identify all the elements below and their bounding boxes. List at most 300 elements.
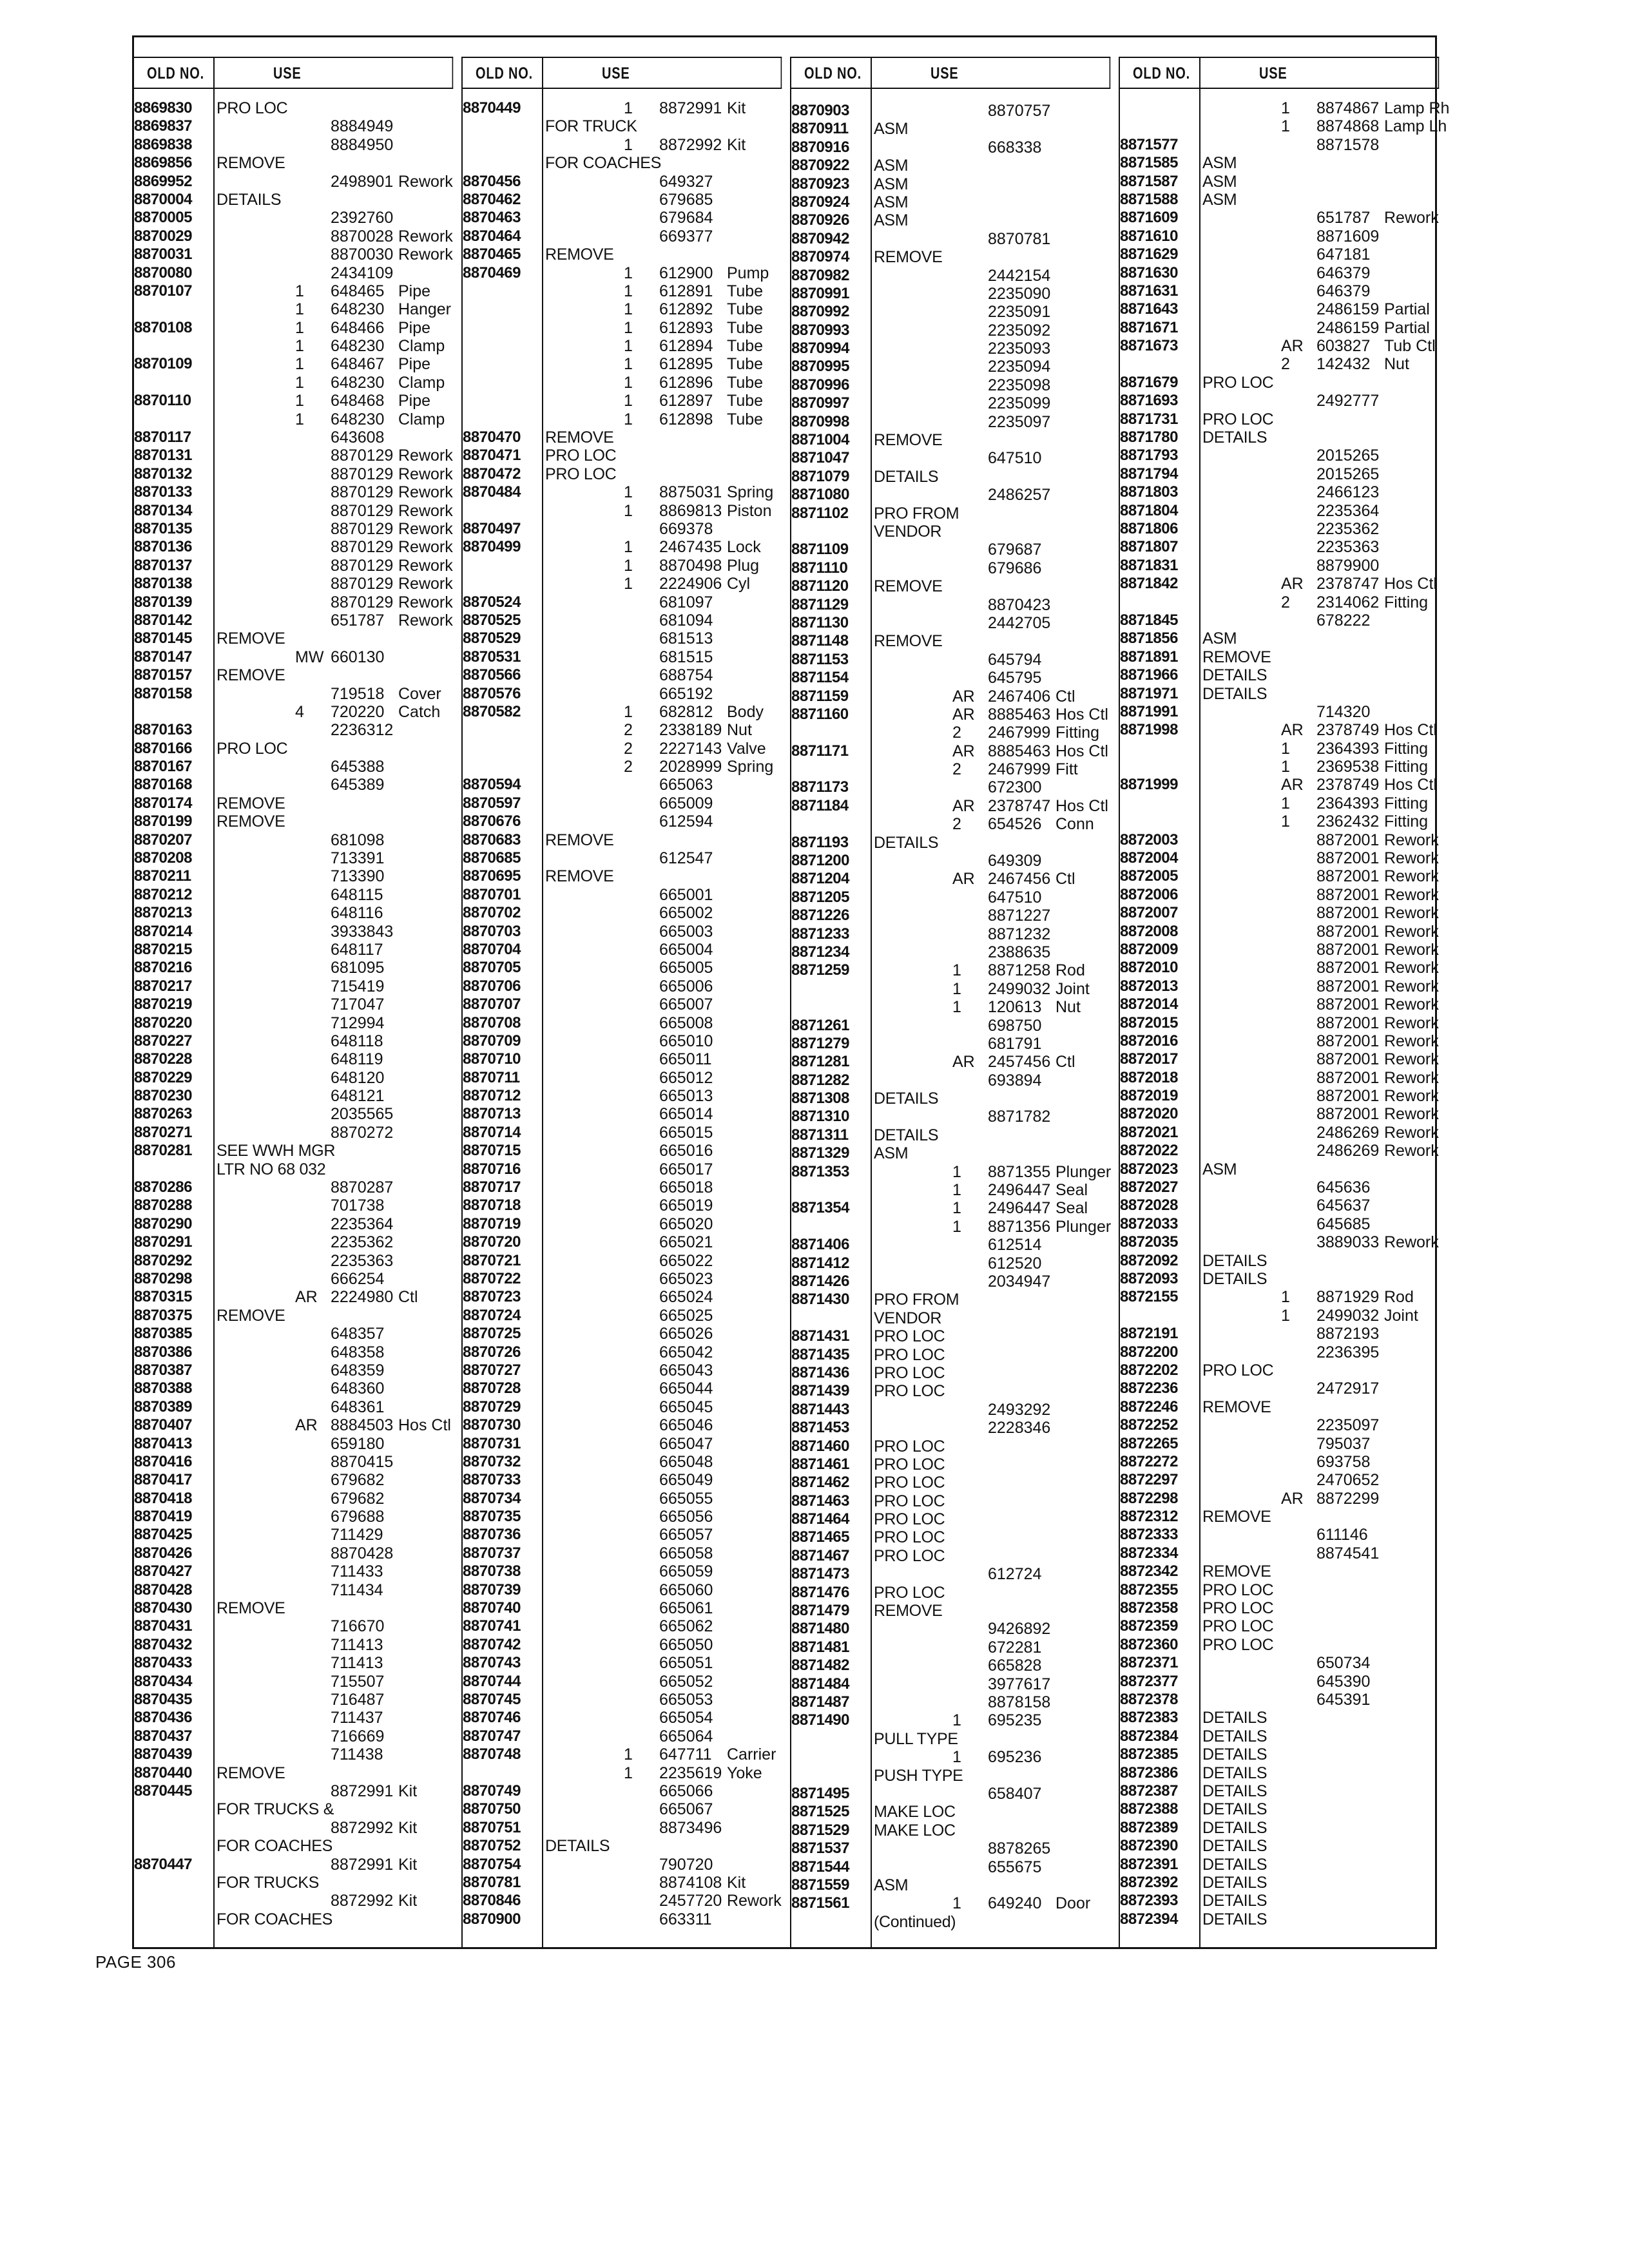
old-part-number: 8871991	[1120, 702, 1178, 720]
table-row	[463, 1764, 782, 1782]
old-part-number: 8870732	[463, 1452, 521, 1470]
table-row	[1120, 1014, 1439, 1032]
old-part-number: 8870742	[463, 1635, 521, 1653]
use-text: PRO LOC	[874, 1492, 945, 1510]
table-row	[134, 923, 453, 941]
old-part-number: 8871406	[791, 1236, 849, 1254]
old-part-number: 8870214	[134, 922, 192, 940]
new-part-number: 665064	[659, 1727, 713, 1745]
table-row	[791, 1693, 1110, 1711]
table-row	[791, 1821, 1110, 1840]
new-part-number: 665828	[988, 1657, 1042, 1675]
new-part-number: 688754	[659, 666, 713, 685]
new-part-number: 120613	[988, 998, 1042, 1017]
old-part-number: 8871329	[791, 1144, 849, 1162]
old-part-number: 8870029	[134, 227, 192, 245]
use-text: REMOVE	[217, 1599, 285, 1618]
table-row	[1120, 1069, 1439, 1087]
header-use: USE	[273, 64, 302, 82]
old-part-number: 8871577	[1120, 135, 1178, 153]
table-row	[791, 1163, 1110, 1181]
table-row	[134, 1032, 453, 1050]
table-row	[463, 282, 782, 300]
old-part-number: 8871153	[791, 650, 849, 668]
old-part-number: 8871184	[791, 796, 849, 814]
new-part-number: 2467999	[988, 760, 1051, 779]
old-part-number: 8870220	[134, 1014, 192, 1032]
table-row	[134, 1215, 453, 1233]
column-rows	[1120, 99, 1450, 1947]
old-part-number: 8871464	[791, 1510, 849, 1528]
old-part-number: 8872252	[1120, 1416, 1178, 1434]
old-part-number: 8871110	[791, 559, 848, 577]
new-part-number: 8872001	[1316, 1087, 1380, 1106]
new-part-number: 8870129	[331, 483, 394, 502]
new-part-number: 651787	[331, 611, 385, 629]
table-row	[463, 1288, 782, 1306]
part-description: Rework	[1384, 1105, 1439, 1124]
table-row	[134, 410, 453, 428]
use-text: PRO LOC	[874, 1363, 945, 1382]
old-part-number: 8871793	[1120, 447, 1178, 465]
table-row	[463, 1508, 782, 1526]
quantity: 1	[952, 1711, 961, 1730]
part-description: Cyl	[727, 575, 751, 593]
table-row	[134, 1654, 453, 1672]
new-part-number: 8872001	[1316, 959, 1380, 977]
table-row	[463, 740, 782, 758]
new-part-number: 665057	[659, 1526, 713, 1544]
old-part-number: 8872333	[1120, 1526, 1178, 1544]
new-part-number: 8871356	[988, 1217, 1051, 1236]
table-row	[463, 1050, 782, 1068]
new-part-number: 645388	[331, 758, 385, 776]
table-row	[1120, 502, 1439, 520]
use-text: DETAILS	[1202, 1727, 1268, 1745]
use-text: REMOVE	[217, 666, 285, 685]
use-text: PRO LOC	[874, 1583, 945, 1602]
new-part-number: 8870287	[331, 1178, 394, 1197]
new-part-number: 647510	[988, 888, 1042, 907]
new-part-number: 646379	[1316, 264, 1371, 282]
table-row	[791, 706, 1110, 724]
old-part-number: 8871609	[1120, 209, 1178, 227]
table-row	[791, 1419, 1110, 1437]
table-row	[463, 1782, 782, 1800]
old-part-number: 8870739	[463, 1581, 521, 1599]
part-description: Rework	[1384, 959, 1439, 977]
table-row	[1120, 1636, 1439, 1654]
old-part-number: 8871559	[791, 1876, 849, 1894]
table-row	[1120, 1800, 1439, 1818]
new-part-number: 717047	[331, 995, 385, 1014]
table-row	[791, 889, 1110, 907]
use-text: DETAILS	[1202, 1818, 1268, 1837]
part-description: Clamp	[398, 373, 445, 392]
use-text: SEE WWH MGR	[217, 1142, 336, 1160]
part-description: Plunger	[1055, 1217, 1112, 1236]
new-part-number: 2224906	[659, 575, 722, 593]
part-description: Piston	[727, 501, 772, 520]
old-part-number: 8872010	[1120, 959, 1178, 977]
use-text: PRO LOC	[1202, 1581, 1274, 1599]
table-row	[791, 1675, 1110, 1693]
table-row	[791, 431, 1110, 449]
use-text: ASM	[874, 1144, 909, 1163]
old-part-number: 8872019	[1120, 1087, 1178, 1105]
old-part-number: 8870142	[134, 611, 192, 629]
quantity: 1	[295, 373, 304, 392]
new-part-number: 612892	[659, 300, 713, 319]
old-part-number: 8870715	[463, 1142, 521, 1160]
table-row	[463, 648, 782, 666]
old-part-number: 8870713	[463, 1105, 521, 1123]
new-part-number: 8874867	[1316, 99, 1380, 117]
old-part-number: 8870445	[134, 1782, 192, 1800]
old-part-number: 8870425	[134, 1526, 192, 1544]
table-row	[1120, 447, 1439, 465]
table-row	[1120, 1087, 1439, 1105]
new-part-number: 665006	[659, 977, 713, 995]
quantity: 1	[624, 1763, 633, 1782]
old-part-number: 8870375	[134, 1306, 192, 1324]
table-row	[1120, 959, 1439, 977]
table-row	[463, 245, 782, 264]
new-part-number: 648230	[331, 337, 385, 356]
table-row	[791, 1528, 1110, 1546]
new-part-number: 2235091	[988, 303, 1051, 322]
table-row	[134, 648, 453, 666]
old-part-number: 8872035	[1120, 1233, 1178, 1251]
new-part-number: 654526	[988, 815, 1042, 834]
new-part-number: 679685	[659, 190, 713, 209]
old-part-number: 8871780	[1120, 428, 1178, 447]
old-part-number: 8872027	[1120, 1178, 1178, 1196]
new-part-number: 2338189	[659, 721, 722, 740]
new-part-number: 8872193	[1316, 1325, 1380, 1343]
old-part-number: 8871129	[791, 595, 849, 613]
table-row	[134, 1490, 453, 1508]
old-part-number: 8870723	[463, 1288, 521, 1306]
new-part-number: 648466	[331, 318, 385, 337]
old-part-number: 8870997	[791, 394, 849, 412]
table-row	[134, 904, 453, 922]
old-part-number: 8872393	[1120, 1892, 1178, 1910]
new-part-number: 2486159	[1316, 318, 1380, 337]
table-row	[463, 1617, 782, 1635]
new-part-number: 669378	[659, 519, 713, 538]
old-part-number: 8870470	[463, 428, 521, 447]
part-description: Rework	[1384, 885, 1439, 904]
old-part-number: 8872360	[1120, 1635, 1178, 1653]
table-row	[791, 1437, 1110, 1456]
old-part-number: 8870229	[134, 1068, 192, 1086]
old-part-number: 8870417	[134, 1471, 192, 1489]
use-text: DETAILS	[1202, 666, 1268, 685]
use-text: DETAILS	[1202, 1251, 1268, 1270]
old-part-number: 8871431	[791, 1327, 849, 1345]
use-text: REMOVE	[874, 577, 943, 596]
table-row	[791, 1017, 1110, 1035]
old-part-number: 8871426	[791, 1273, 849, 1290]
old-part-number: 8870471	[463, 447, 521, 465]
table-row	[1120, 374, 1439, 392]
table-row	[134, 1892, 453, 1910]
part-description: Tube	[727, 282, 764, 300]
old-part-number: 8872377	[1120, 1672, 1178, 1690]
old-part-number: 8870291	[134, 1233, 192, 1251]
new-part-number: 665010	[659, 1032, 713, 1050]
table-row	[134, 392, 453, 410]
use-text: DETAILS	[1202, 1910, 1268, 1928]
table-row	[134, 1014, 453, 1032]
table-row	[1120, 1233, 1439, 1251]
table-row	[1120, 1160, 1439, 1178]
part-description: Conn	[1055, 815, 1094, 834]
part-description: Hos Ctl	[1384, 721, 1437, 740]
new-part-number: 649240	[988, 1894, 1042, 1913]
table-row	[134, 355, 453, 373]
table-row	[134, 1453, 453, 1471]
quantity: 1	[295, 337, 304, 356]
table-row	[134, 282, 453, 300]
quantity: 1	[624, 410, 633, 428]
table-row	[463, 849, 782, 867]
part-description: Rework	[1384, 940, 1439, 959]
table-row	[791, 230, 1110, 248]
old-part-number: 8871233	[791, 925, 849, 943]
old-part-number: 8872265	[1120, 1434, 1178, 1452]
table-row	[1120, 1178, 1439, 1196]
use-text: REMOVE	[217, 154, 285, 173]
new-part-number: 8870129	[331, 556, 394, 575]
old-part-number: 8872272	[1120, 1452, 1178, 1470]
table-row	[791, 1858, 1110, 1876]
quantity: 1	[952, 1748, 961, 1767]
table-row	[1120, 1196, 1439, 1215]
new-part-number: 682812	[659, 702, 713, 721]
quantity: 1	[952, 961, 961, 980]
old-part-number: 8870720	[463, 1233, 521, 1251]
header-use: USE	[602, 64, 630, 82]
old-part-number: 8871467	[791, 1546, 849, 1564]
table-row	[134, 337, 453, 355]
old-part-number: 8871453	[791, 1419, 849, 1437]
old-part-number: 8872020	[1120, 1105, 1178, 1123]
new-part-number: 8871355	[988, 1162, 1051, 1181]
old-part-number: 8871200	[791, 852, 849, 870]
new-part-number: 612520	[988, 1254, 1042, 1273]
table-row	[1120, 1288, 1439, 1306]
old-part-number: 8871310	[791, 1108, 849, 1126]
new-part-number: 668338	[988, 138, 1042, 157]
table-column	[463, 37, 782, 1947]
new-part-number: 2236312	[331, 721, 394, 740]
table-row	[791, 1748, 1110, 1766]
old-part-number: 8871529	[791, 1821, 849, 1839]
new-part-number: 681094	[659, 611, 713, 629]
part-description: Partial	[1384, 300, 1430, 319]
new-part-number: 8874868	[1316, 117, 1380, 136]
old-part-number: 8870132	[134, 465, 192, 483]
table-row	[791, 852, 1110, 870]
new-part-number: 2378749	[1316, 721, 1380, 740]
table-row	[463, 428, 782, 447]
use-text: DETAILS	[1202, 1892, 1268, 1910]
old-part-number: 8871831	[1120, 556, 1178, 574]
old-part-number: 8872342	[1120, 1562, 1178, 1581]
old-part-number: 8871463	[791, 1492, 849, 1510]
part-description: Joint	[1055, 979, 1090, 998]
old-part-number: 8872093	[1120, 1270, 1178, 1287]
part-description: Rework	[398, 519, 453, 538]
table-row	[134, 1087, 453, 1105]
new-part-number: 716670	[331, 1617, 385, 1636]
table-row	[134, 1105, 453, 1123]
new-part-number: 8884949	[331, 117, 394, 136]
old-part-number: 8870418	[134, 1489, 192, 1507]
old-part-number: 8871845	[1120, 611, 1178, 629]
table-row	[791, 523, 1110, 541]
old-part-number: 8872033	[1120, 1215, 1178, 1233]
table-row	[134, 776, 453, 794]
old-part-number: 8872358	[1120, 1599, 1178, 1617]
new-part-number: 2235093	[988, 340, 1051, 358]
old-part-number: 8870456	[463, 172, 521, 190]
table-row	[134, 1745, 453, 1763]
old-part-number: 8870286	[134, 1178, 192, 1196]
table-row	[134, 1617, 453, 1635]
new-part-number: 665016	[659, 1142, 713, 1160]
old-part-number: 8870207	[134, 831, 192, 849]
old-part-number: 8870117	[134, 428, 191, 447]
new-part-number: 603827	[1316, 337, 1371, 356]
table-row	[463, 1892, 782, 1910]
old-part-number: 8870462	[463, 190, 521, 208]
new-part-number: 8871258	[988, 961, 1051, 980]
part-description: Lamp Rh	[1384, 99, 1450, 117]
part-description: Clamp	[398, 337, 445, 356]
old-part-number: 8870427	[134, 1562, 192, 1581]
old-part-number: 8871465	[791, 1528, 849, 1546]
old-part-number: 8871435	[791, 1345, 849, 1363]
old-part-number: 8870716	[463, 1160, 521, 1178]
quantity: AR	[952, 870, 975, 889]
table-row	[791, 340, 1110, 358]
new-part-number: 665059	[659, 1562, 713, 1581]
part-description: Rod	[1384, 1288, 1414, 1307]
new-part-number: 665045	[659, 1398, 713, 1416]
new-part-number: 2496447	[988, 1181, 1051, 1200]
new-part-number: 665023	[659, 1270, 713, 1288]
use-text: DETAILS	[1202, 1855, 1268, 1874]
use-text: DETAILS	[1202, 684, 1268, 703]
table-column	[134, 37, 453, 1947]
new-part-number: 612514	[988, 1236, 1042, 1254]
old-part-number: 8872008	[1120, 922, 1178, 940]
table-row	[463, 721, 782, 739]
new-part-number: 645637	[1316, 1196, 1371, 1215]
use-text: REMOVE	[874, 248, 943, 267]
old-part-number: 8871490	[791, 1711, 849, 1729]
new-part-number: 612893	[659, 318, 713, 337]
part-description: Kit	[398, 1892, 418, 1910]
use-text: REMOVE	[217, 1306, 285, 1325]
part-description: Spring	[727, 758, 774, 776]
table-row	[1120, 428, 1439, 447]
part-description: Tub Ctl	[1384, 337, 1436, 356]
old-part-number: 8870449	[463, 99, 521, 117]
part-description: Ctl	[398, 1288, 418, 1307]
use-text: REMOVE	[545, 867, 614, 886]
new-part-number: 8871782	[988, 1108, 1051, 1126]
table-row	[463, 1599, 782, 1617]
new-part-number: 648121	[331, 1087, 385, 1106]
new-part-number: 648115	[331, 885, 383, 904]
new-part-number: 8885463	[988, 742, 1051, 760]
new-part-number: 612896	[659, 373, 713, 392]
table-row	[791, 1785, 1110, 1803]
table-row	[463, 1837, 782, 1855]
table-row	[791, 285, 1110, 303]
table-row	[463, 99, 782, 117]
old-part-number: 8870744	[463, 1672, 521, 1690]
new-part-number: 2235097	[1316, 1416, 1380, 1435]
new-part-number: 8872299	[1316, 1489, 1380, 1508]
table-row	[134, 1178, 453, 1196]
table-row	[791, 303, 1110, 321]
old-part-number: 8872006	[1120, 885, 1178, 903]
new-part-number: 8878158	[988, 1693, 1051, 1711]
part-description: Nut	[727, 721, 752, 740]
table-row	[1120, 154, 1439, 172]
column-header	[463, 57, 782, 89]
old-part-number: 8871281	[791, 1053, 849, 1071]
quantity: 1	[952, 1199, 961, 1218]
table-row	[1120, 593, 1439, 611]
new-part-number: 669377	[659, 227, 713, 245]
table-row	[134, 611, 453, 629]
old-part-number: 8872023	[1120, 1160, 1178, 1178]
quantity: 2	[952, 815, 961, 834]
table-row	[463, 593, 782, 611]
old-part-number: 8870717	[463, 1178, 521, 1196]
old-part-number: 8871476	[791, 1583, 849, 1601]
new-part-number: 645636	[1316, 1178, 1371, 1197]
quantity: 1	[624, 355, 633, 374]
table-row	[1120, 923, 1439, 941]
use-text: DETAILS	[874, 1090, 939, 1108]
table-row	[791, 486, 1110, 504]
old-part-number: 8870134	[134, 501, 192, 519]
table-row	[463, 959, 782, 977]
old-part-number: 8870903	[791, 102, 849, 119]
new-part-number: 649327	[659, 172, 713, 191]
table-row	[134, 1819, 453, 1837]
part-description: Rework	[398, 593, 453, 611]
use-text: PRO LOC	[874, 1345, 945, 1364]
table-row	[1120, 483, 1439, 501]
table-row	[1120, 1581, 1439, 1599]
new-part-number: 695235	[988, 1711, 1042, 1730]
new-part-number: 8884950	[331, 135, 394, 154]
old-part-number: 8870728	[463, 1379, 521, 1398]
table-row	[791, 1876, 1110, 1894]
table-row	[791, 1072, 1110, 1090]
quantity: 1	[624, 264, 633, 282]
part-description: Tube	[727, 392, 764, 410]
old-part-number: 8870747	[463, 1727, 521, 1745]
